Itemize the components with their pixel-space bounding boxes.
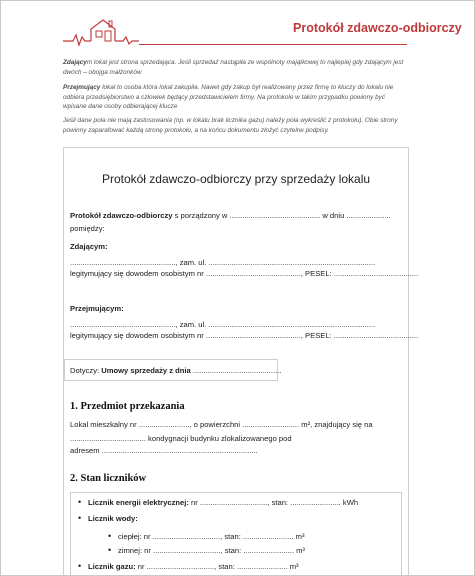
meter-hot-water-fields: nr ................................, stan: ........................ m³ <box>141 532 305 541</box>
dotyczy-line[interactable] <box>70 366 281 375</box>
meter-hot-water-label: ciepłej: <box>118 532 142 541</box>
intro-paragraph-2 <box>63 83 408 112</box>
przejmujacy-id-field[interactable]: legitymujący się dowodem osobistym nr ............................................., PESEL: ........................................ <box>70 331 419 340</box>
apartment-line-1[interactable]: Lokal mieszkalny nr ........................, o powierzchni ........................... m², znajdujący się na <box>70 420 373 429</box>
meter-cold-water-label: zimnej: <box>118 546 143 555</box>
intro-paragraph-1 <box>63 58 408 77</box>
meter-electric-fields: nr ................................, stan: ........................ kWh <box>188 498 359 507</box>
dotyczy-label: Dotyczy: <box>70 366 100 375</box>
meter-gas-line[interactable] <box>88 562 299 571</box>
between-label: pomiędzy: <box>70 224 105 233</box>
sub-bullet-icon: • <box>108 531 112 541</box>
bullet-icon: • <box>78 497 82 507</box>
meter-hot-water-line[interactable] <box>118 532 305 541</box>
dotyczy-dots: .......................................... <box>190 366 282 375</box>
bullet-icon: • <box>78 561 82 571</box>
house-logo-icon <box>63 17 139 47</box>
meter-electric-line[interactable] <box>88 498 358 507</box>
zdajacy-address-field[interactable]: .................................................., zam. ul. ............................................................................... <box>70 258 376 267</box>
protocol-line[interactable] <box>70 211 391 220</box>
intro-term-zdajacy: Zdający <box>63 59 87 66</box>
intro-term-przejmujacy: Przejmujący <box>63 84 101 91</box>
protocol-line-bold: Protokół zdawczo-odbiorczy <box>70 211 173 220</box>
intro-text-2: lokal to osoba która lokal zakupiła. Nawet gdy zakup był realizowany przez firmę to kluczy do lokalu nie odbiera przedsiębiorstwo a człowiek będący przedstawicielem firmy. Na protokole w takim przypadku powinny być wpisane dane osoby odbierającej klucze <box>63 84 394 111</box>
meter-water-label: Licznik wody: <box>88 514 138 523</box>
header-rule <box>139 44 407 45</box>
bullet-icon: • <box>78 513 82 523</box>
meter-electric-label: Licznik energii elektrycznej: <box>88 498 189 507</box>
przejmujacy-address-field[interactable]: .................................................., zam. ul. ............................................................................... <box>70 320 376 329</box>
zdajacy-id-field[interactable]: legitymujący się dowodem osobistym nr ............................................., PESEL: ........................................ <box>70 269 419 278</box>
apartment-line-3[interactable]: adresem .......................................................................... <box>70 446 258 455</box>
meter-cold-water-line[interactable] <box>118 546 305 555</box>
apartment-line-2[interactable]: .................................... kondygnacji budynku zlokalizowanego pod <box>70 434 292 443</box>
sub-bullet-icon: • <box>108 545 112 555</box>
przejmujacy-label: Przejmującym: <box>70 304 124 313</box>
zdajacy-label: Zdającym: <box>70 242 108 251</box>
meter-gas-label: Licznik gazu: <box>88 562 136 571</box>
meter-gas-fields: nr ................................, stan: ........................ m³ <box>135 562 299 571</box>
form-frame <box>63 147 419 576</box>
document-title: Protokół zdawczo-odbiorczy <box>293 21 462 35</box>
section-2-heading: 2. Stan liczników <box>70 473 147 484</box>
intro-text-1: m lokal jest strona sprzedająca. Jeśli sprzedaż nastąpiła ze wspólnoty majątkowej to najlepiej gdy zdającym jest dwóch – obojga małżonków <box>63 59 404 76</box>
intro-paragraph-3: Jeśli dane pola nie mają zastosowania (np. w lokalu brak licznika gazu) należy pola wykreślić z protokołu). Obie strony powinny zaparafować każdą stronę protokołu, a na końcu dokumentu złożyć czytelne podpisy. <box>63 117 398 134</box>
section-1-heading: 1. Przedmiot przekazania <box>70 401 185 412</box>
meter-cold-water-fields: nr ................................, stan: ........................ m³ <box>142 546 305 555</box>
protocol-line-rest: s porządzony w ........................................... w dniu ..................... <box>172 211 391 220</box>
dotyczy-value: Umowy sprzedaży z dnia <box>101 366 191 375</box>
form-title: Protokół zdawczo-odbiorczy przy sprzedaży lokalu <box>101 172 371 186</box>
